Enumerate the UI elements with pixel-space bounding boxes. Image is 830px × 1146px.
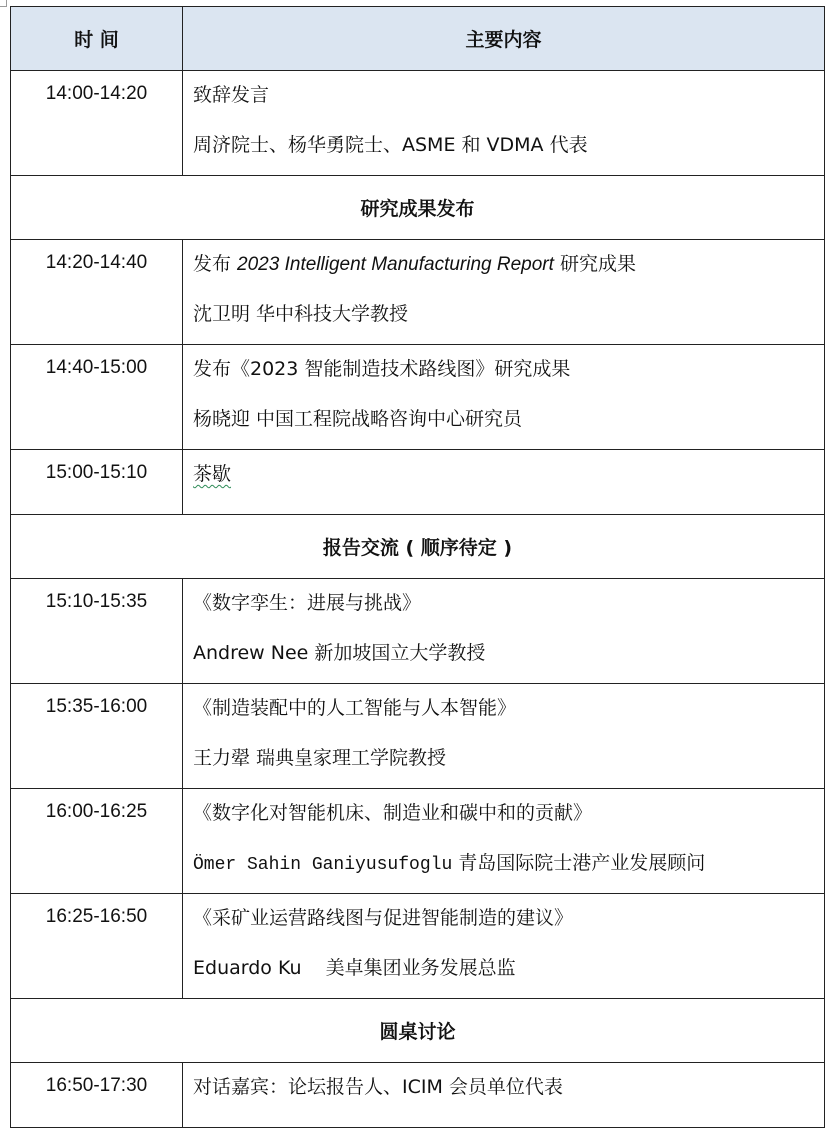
row-speaker: Eduardo Ku 美卓集团业务发展总监 [193,957,516,979]
row-speaker: 杨晓迎 中国工程院战略咨询中心研究员 [193,408,523,430]
row-content [183,71,825,176]
row-time: 15:35-16:00 [11,684,183,789]
row-content [183,684,825,789]
table-header-row [11,7,825,71]
row-time: 14:40-15:00 [11,345,183,450]
row-content [183,345,825,450]
row-title-prefix: 发布 [193,253,238,275]
section-title: 报告交流 ( 顺序待定 ) [11,515,825,579]
row-time: 15:00-15:10 [11,450,183,515]
table-row [11,240,825,345]
report-title: 2023 Intelligent Manufacturing Report [237,254,554,275]
row-title: 发布《2023 智能制造技术路线图》研究成果 [193,358,571,380]
agenda-table [10,6,825,1128]
section-title: 研究成果发布 [11,176,825,240]
speaker-affiliation: 青岛国际院士港产业发展顾问 [452,852,706,874]
table-row [11,345,825,450]
row-title-suffix: 研究成果 [553,253,636,275]
row-title: 对话嘉宾：论坛报告人、ICIM 会员单位代表 [193,1076,563,1098]
row-content [183,789,825,894]
row-time: 16:50-17:30 [11,1063,183,1128]
row-content [183,1063,825,1128]
table-row [11,789,825,894]
row-speaker: 周济院士、杨华勇院士、ASME 和 VDMA 代表 [193,134,588,156]
row-content [183,450,825,515]
row-title: 《数字孪生：进展与挑战》 [193,592,422,614]
row-content [183,579,825,684]
row-time: 16:25-16:50 [11,894,183,999]
row-content [183,894,825,999]
page-corner-mark [0,0,7,7]
table-row [11,579,825,684]
table-row [11,684,825,789]
header-time: 时 间 [11,7,183,71]
table-row [11,450,825,515]
row-title: 致辞发言 [193,84,270,106]
section-row [11,999,825,1063]
row-time: 14:20-14:40 [11,240,183,345]
row-speaker [193,851,824,875]
table-row [11,1063,825,1128]
row-time: 15:10-15:35 [11,579,183,684]
section-row [11,176,825,240]
table-row [11,71,825,176]
row-content [183,240,825,345]
section-row [11,515,825,579]
section-title: 圆桌讨论 [11,999,825,1063]
speaker-name: Ömer Sahin Ganiyusufoglu [193,855,453,875]
row-speaker: 王力翚 瑞典皇家理工学院教授 [193,747,447,769]
row-title: 《数字化对智能机床、制造业和碳中和的贡献》 [193,802,593,824]
header-content: 主要内容 [183,7,825,71]
row-speaker: Andrew Nee 新加坡国立大学教授 [193,642,486,664]
table-row [11,894,825,999]
row-speaker: 沈卫明 华中科技大学教授 [193,303,409,325]
row-title [193,252,824,276]
row-title: 《采矿业运营路线图与促进智能制造的建议》 [193,907,574,929]
row-title: 《制造装配中的人工智能与人本智能》 [193,697,517,719]
row-time: 14:00-14:20 [11,71,183,176]
row-time: 16:00-16:25 [11,789,183,894]
row-title: 茶歇 [193,463,232,485]
